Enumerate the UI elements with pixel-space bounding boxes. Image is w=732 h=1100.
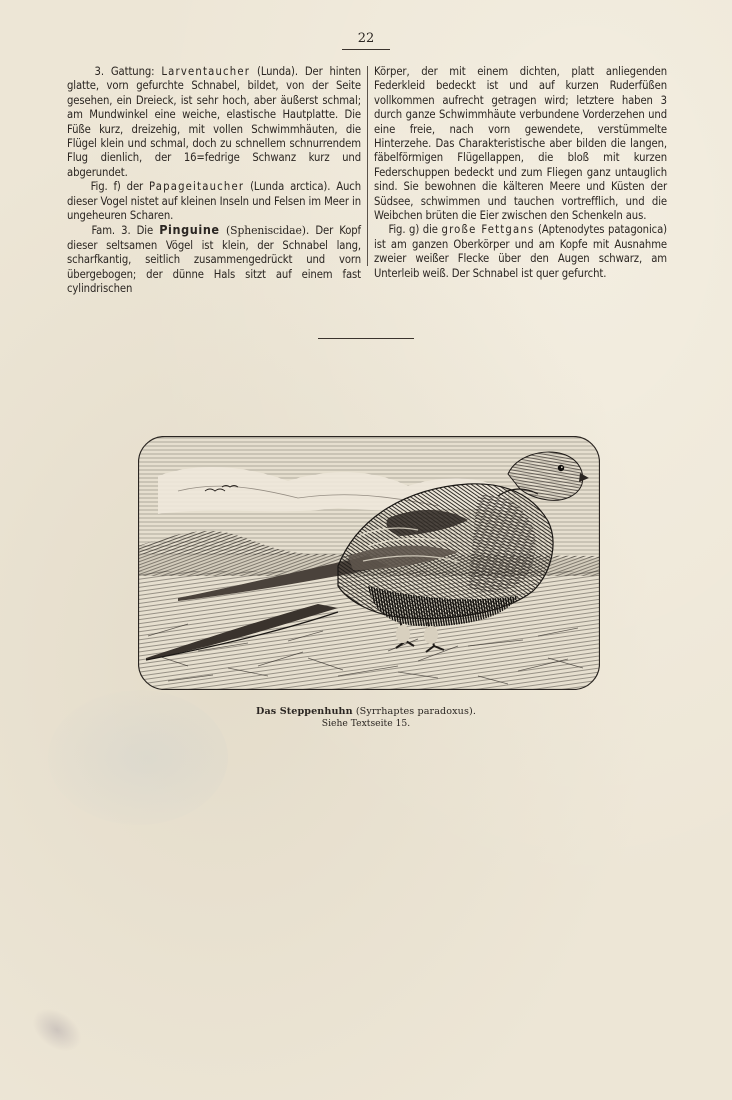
term-pinguine: Pinguine [159, 222, 220, 238]
paragraph-body: (Lunda). Der hinten glatte, vorn gefurchte Schnabel, bildet, von der Seite gesehen, ein Dreieck, ist sehr hoch, aber äußerst schmal; am Mundwinkel eine weiche, elastische Hautplatte. Die Füße kurz, dreizehig, mit vollen Schwimmhäuten, die Flügel klein und schmal, doch zu schnellem schnurrendem Flug dienlich, der 16=fedrige Schwanz kurz und abgerundet. [67, 65, 361, 179]
paragraph-papageitaucher [67, 180, 361, 223]
caption-latin: (Syrrhaptes paradoxus). [352, 706, 476, 717]
figure-caption [160, 706, 572, 717]
paragraph-larventaucher [67, 65, 361, 180]
paragraph-fettgans [374, 223, 667, 281]
term-larventaucher: Larventaucher [161, 65, 251, 78]
page-number-rule [342, 49, 390, 50]
paragraph-pinguine [67, 223, 361, 296]
paragraph-prefix: 3. Gattung: [94, 65, 162, 78]
term-papageitaucher: Papageitaucher [148, 180, 245, 194]
sandgrouse-engraving [138, 436, 600, 690]
paragraph-body: (Lunda arctica). Auch dieser Vogel nistet auf kleinen Inseln und Felsen im Meer in ungeheuren Scharen. [67, 180, 362, 223]
caption-title: Das Steppenhuhn [256, 706, 353, 717]
paragraph-prefix: Fam. 3. Die [91, 224, 160, 238]
paragraph-body: Der Kopf dieser seltsamen Vögel ist klein, der Schnabel lang, scharfkantig, seitlich zusammengedrückt und vorn übergebogen; der dünne Hals sitzt auf einem fast cylindrischen [67, 224, 361, 296]
term-fettgans: große Fettgans [441, 223, 535, 237]
left-text-column [67, 65, 361, 297]
page-number: 22 [357, 31, 375, 46]
paragraph-prefix: Fig. f) der [90, 180, 149, 194]
paragraph-prefix: Fig. g) die [388, 223, 442, 237]
section-rule [318, 338, 414, 339]
paragraph-koerper: Körper, der mit einem dichten, platt anliegenden Federkleid bedeckt ist und auf kurzen Ruderfüßen vollkommen aufrecht getragen wird; letztere haben 3 durch ganze Schwimmhäute verbundene Vorderzehen und eine freie, nach vorn gewendete, verstümmelte Hinterzehe. Das Charakteristische aber bilden die langen, fäbelförmigen Flügellappen, die bloß mit kurzen Federschuppen bedeckt und zum Fliegen ganz untauglich sind. Sie bewohnen die kälteren Meere und Küsten der Südsee, schwimmen und tauchen vortrefflich, und die Weibchen brüten die Eier zwischen den Schenkeln aus. [374, 65, 667, 223]
caption-reference: Siehe Textseite 15. [321, 718, 411, 729]
latin-name: (Spheniscidae). [219, 224, 310, 238]
column-divider [367, 66, 368, 266]
paragraph-body: (Aptenodytes patagonica) ist am ganzen Oberkörper und am Kopfe mit Ausnahme zweier weißer Flecke über den Augen schwarz, am Unterleib weiß. Der Schnabel ist quer gefurcht. [374, 223, 667, 280]
right-text-column [374, 65, 667, 281]
